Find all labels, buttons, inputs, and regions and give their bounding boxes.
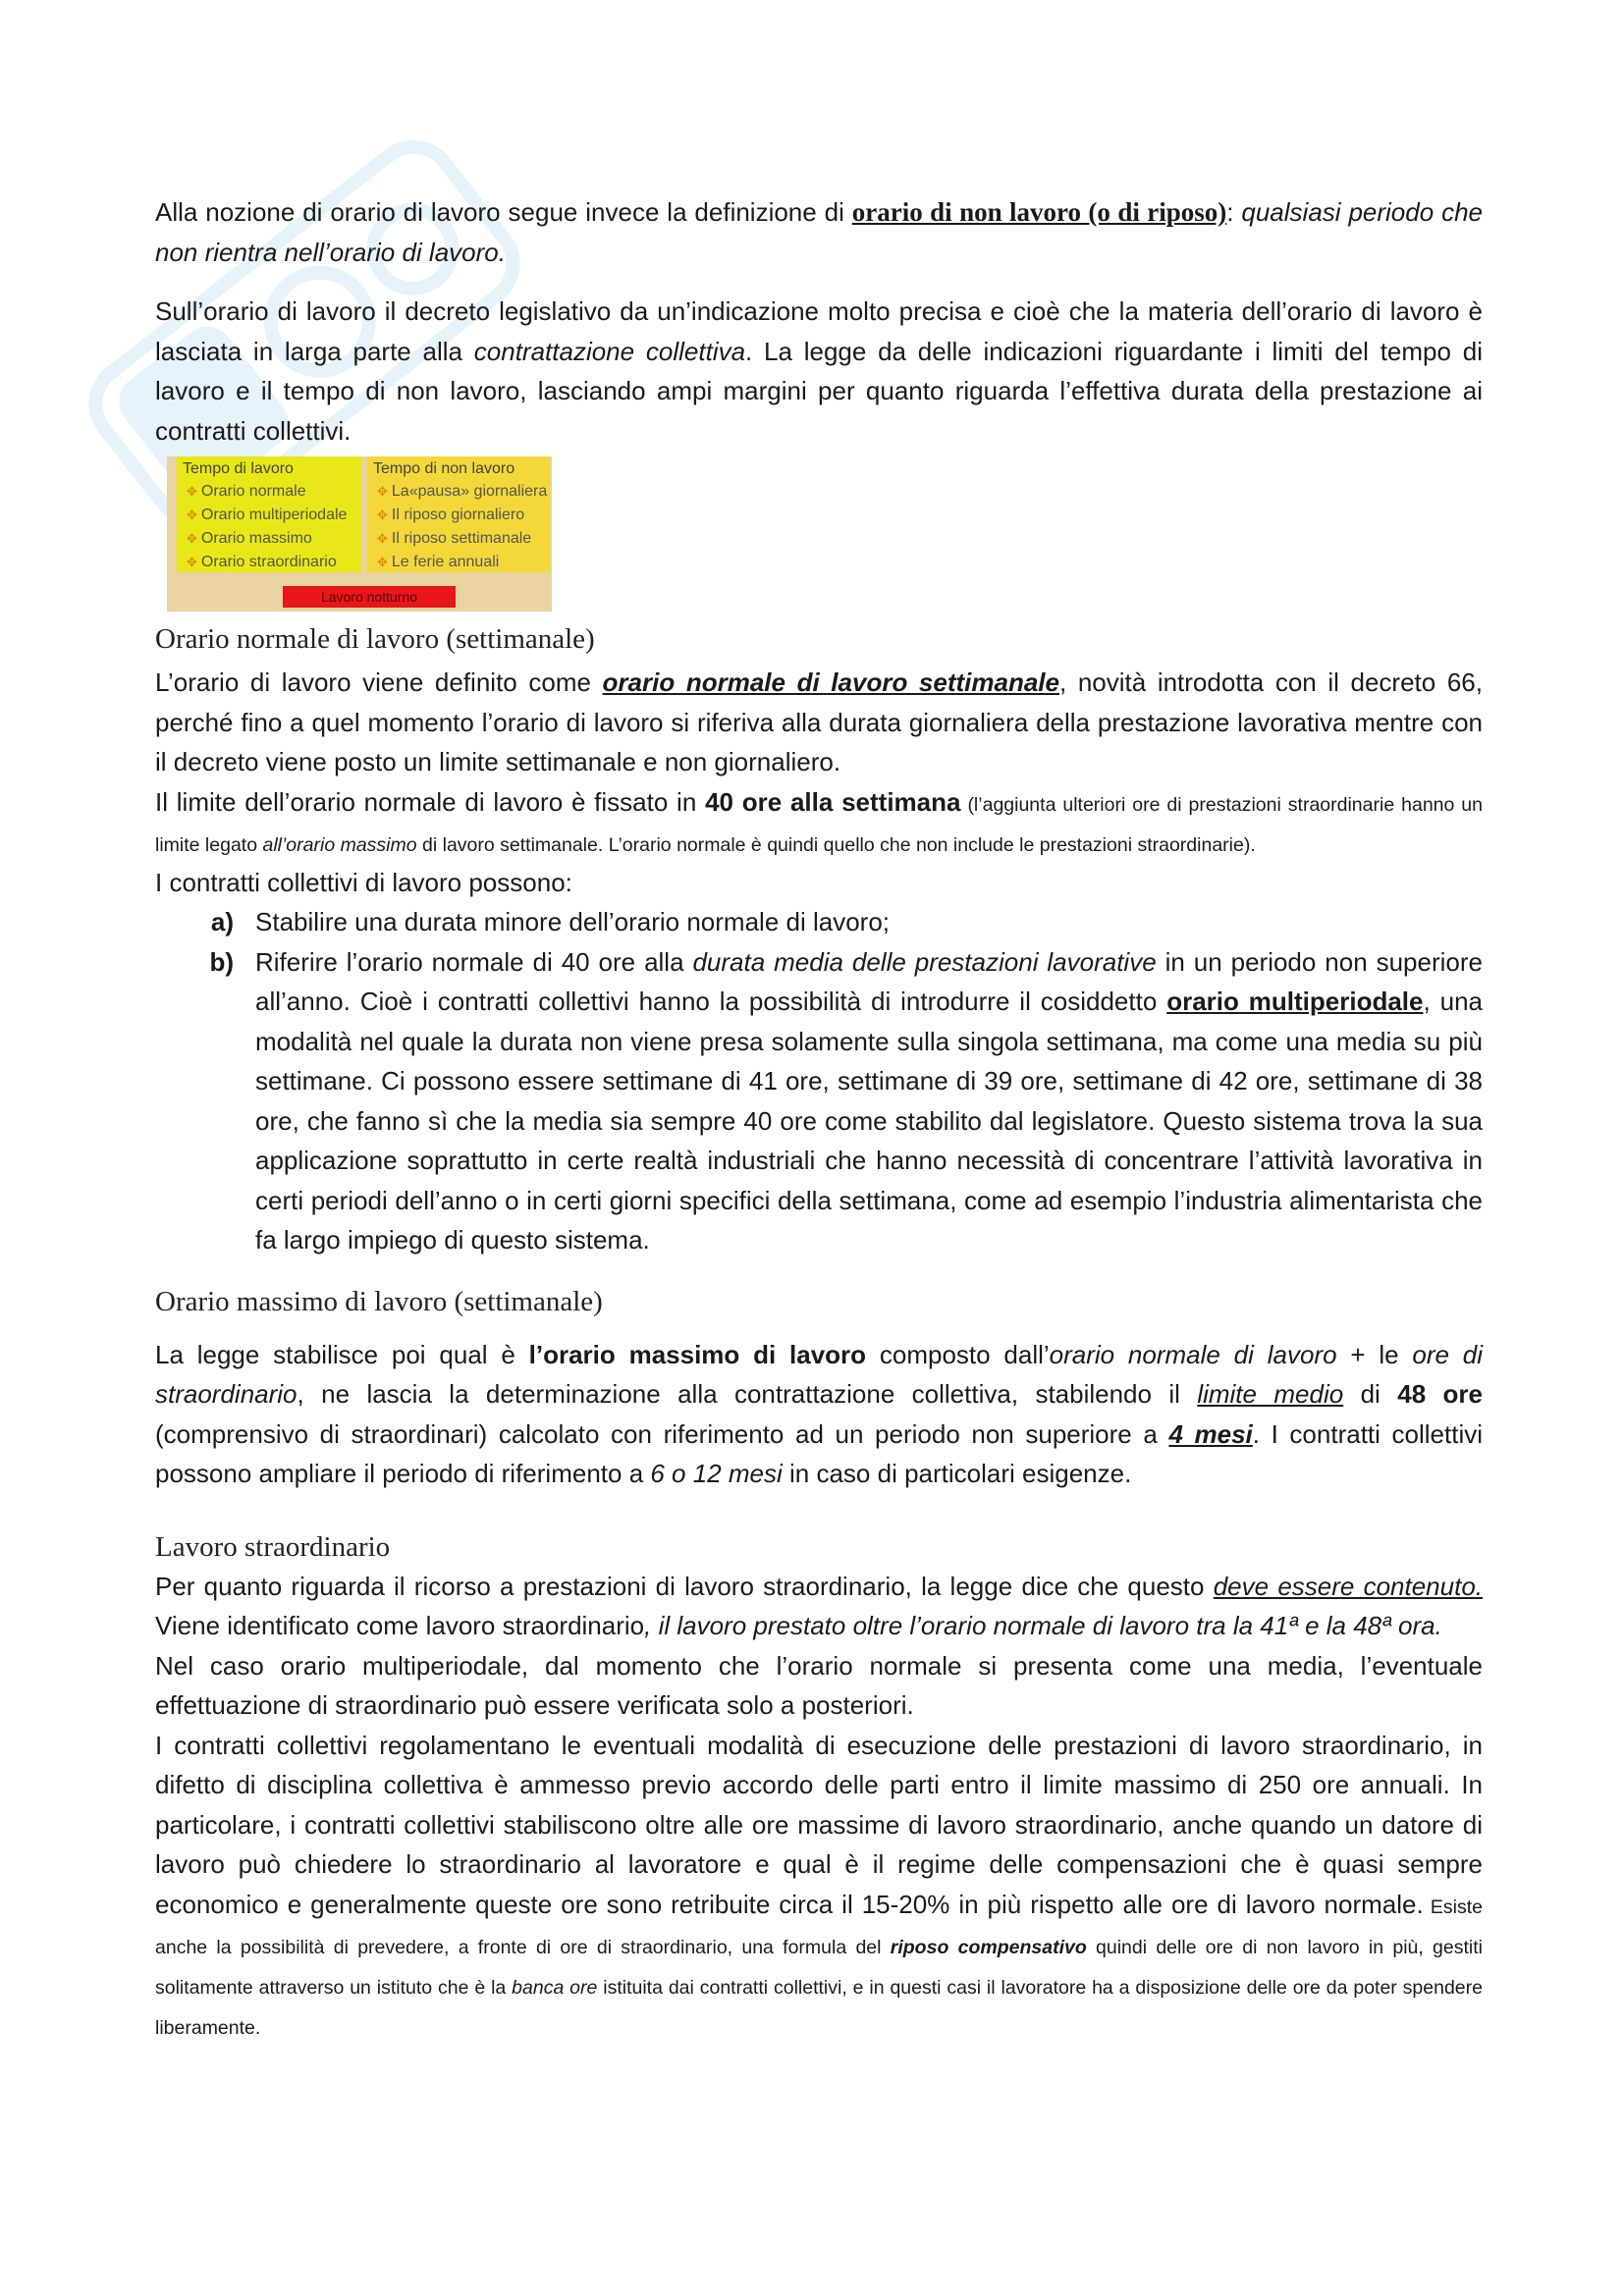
tempo-lavoro-figure (167, 456, 552, 612)
paragraph-contratti-possono: I contratti collettivi di lavoro possono: (155, 867, 572, 897)
diamond-bullet-icon: ✥ (377, 531, 388, 546)
figure-item: ✥ Le ferie annuali (377, 554, 500, 570)
figure-tempo-di-lavoro: Tempo di lavoro ✥ Orario normale ✥ Orario multiperiodale ✥ Orario massimo ✥ Orario straordinario (177, 456, 361, 572)
heading-lavoro-straordinario: Lavoro straordinario (155, 1530, 391, 1563)
list-item: a) Stabilire una durata minore dell’orario normale di lavoro; (210, 907, 891, 936)
figure-item: ✥ Orario straordinario (187, 554, 337, 570)
diamond-bullet-icon: ✥ (377, 484, 388, 499)
paragraph-non-lavoro: Alla nozione di orario di lavoro segue invece la definizione di orario di non lavoro (o di riposo): qualsiasi periodo che non rientra nell’orario di lavoro. (155, 197, 1483, 267)
paragraph-straordinario: Per quanto riguarda il ricorso a prestazioni di lavoro straordinario, la legge dice che questo deve essere contenuto. Viene identificato come lavoro straordinario, il lavoro prestato oltre l’orario normale di lavoro tra la 41ª e la 48ª ora. (155, 1571, 1484, 1640)
figure-item: ✥ La«pausa» giornaliera (377, 483, 548, 500)
list-item: b) Riferire l’orario normale di 40 ore alla durata media delle prestazioni lavorative in un periodo non superiore all’anno. Cioè i contratti collettivi hanno la possibilità di introdurre il cosiddetto orario multiperiodale, una modalità nel quale la durata non viene presa solamente sulla singola settimana, ma come una media su più settimane. Ci possono essere settimane di 41 ore, settimane di 39 ore, settimane di 42 ore, settimane di 38 ore, che fanno sì che la media sia sempre 40 ore come stabilito dal legislatore. Questo sistema trova la sua applicazione soprattutto in certe realtà industriali che hanno necessità di concentrare l’attività lavorativa in certi periodi dell’anno o in certi giorni specifici della settimana, come ad esempio l’industria alimentarista che fa largo impiego di questo sistema. (209, 946, 1484, 1255)
term-40-ore: 40 ore alla settimana (705, 786, 961, 817)
document-page (155, 192, 1483, 2046)
term-orario-non-lavoro: orario di non lavoro (o di riposo) (851, 197, 1227, 227)
figure-item: ✥ Orario massimo (187, 530, 312, 547)
contratti-list (155, 902, 1483, 1260)
paragraph-limite-40-ore: Il limite dell’orario normale di lavoro è fissato in 40 ore alla settimana (l’aggiunta ulteriori ore di prestazioni straordinarie hanno un limite legato all’orario massimo di lavoro settimanale. L’orario normale è quindi quello che non include le prestazioni straordinarie). (155, 786, 1483, 856)
diamond-bullet-icon: ✥ (187, 531, 197, 546)
diamond-bullet-icon: ✥ (377, 507, 388, 522)
term-orario-normale: orario normale di lavoro settimanale (602, 667, 1059, 697)
figure-tempo-di-non-lavoro: Tempo di non lavoro ✥ La«pausa» giornaliera ✥ Il riposo giornaliero ✥ Il riposo settimanale ✥ Le ferie annuali (367, 456, 550, 572)
figure-lavoro-notturno-bar: Lavoro notturno (283, 586, 456, 608)
paragraph-decreto: Sull’orario di lavoro il decreto legislativo da un’indicazione molto precisa e cioè che la materia dell’orario di lavoro è lasciata in larga parte alla contrattazione collettiva. La legge da delle indicazioni riguardante i limiti del tempo di lavoro e il tempo di non lavoro, lasciando ampi margini per quanto riguarda l’effettiva durata della prestazione ai contratti collettivi. (155, 296, 1483, 446)
diamond-bullet-icon: ✥ (377, 555, 388, 569)
figure-item: ✥ Orario multiperiodale (187, 507, 348, 523)
diamond-bullet-icon: ✥ (187, 555, 197, 569)
heading-orario-normale: Orario normale di lavoro (settimanale) (155, 623, 595, 655)
heading-orario-massimo: Orario massimo di lavoro (settimanale) (155, 1285, 603, 1317)
figure-item: ✥ Il riposo settimanale (377, 530, 532, 547)
diamond-bullet-icon: ✥ (187, 507, 197, 522)
paragraph-orario-normale: L’orario di lavoro viene definito come orario normale di lavoro settimanale, novità introdotta con il decreto 66, perché fino a quel momento l’orario di lavoro si riferiva alla durata giornaliera della prestazione lavorativa mentre con il decreto viene posto un limite settimanale e non giornaliero. (155, 667, 1483, 776)
figure-item: ✥ Orario normale (187, 483, 306, 500)
paragraph-orario-massimo: La legge stabilisce poi qual è l’orario massimo di lavoro composto dall’orario normale di lavoro + le ore di straordinario, ne lascia la determinazione alla contrattazione collettiva, stabilendo il limite medio di 48 ore (comprensivo di straordinari) calcolato con riferimento ad un periodo non superiore a 4 mesi. I contratti collettivi possono ampliare il periodo di riferimento a 6 o 12 mesi in caso di particolari esigenze. (155, 1339, 1484, 1488)
figure-item: ✥ Il riposo giornaliero (377, 507, 525, 523)
term-orario-multiperiodale: orario multiperiodale (1166, 987, 1424, 1016)
paragraph-regolamentazione: I contratti collettivi regolamentano le eventuali modalità di esecuzione delle prestazioni di lavoro straordinario, in difetto di disciplina collettiva è ammesso previo accordo delle parti entro il limite massimo di 250 ore annuali. In particolare, i contratti collettivi stabiliscono oltre alle ore massime di lavoro straordinario, anche quando un datore di lavoro può chiedere lo straordinario al lavoratore e qual è il regime delle compensazioni che è quasi sempre economico e generalmente queste ore sono retribuite circa il 15-20% in più rispetto alle ore di lavoro normale. Esiste anche la possibilità di prevedere, a fronte di ore di straordinario, una formula del riposo compensativo quindi delle ore di non lavoro in più, gestiti solitamente attraverso un istituto che è la banca ore istituita dai contratti collettivi, e in questi casi il lavoratore ha a disposizione delle ore da poter spendere liberamente. (155, 1730, 1483, 2039)
diamond-bullet-icon: ✥ (187, 484, 197, 499)
paragraph-multiperiodale: Nel caso orario multiperiodale, dal momento che l’orario normale si presenta come una media, l’eventuale effettuazione di straordinario può essere verificata solo a posteriori. (155, 1650, 1483, 1720)
